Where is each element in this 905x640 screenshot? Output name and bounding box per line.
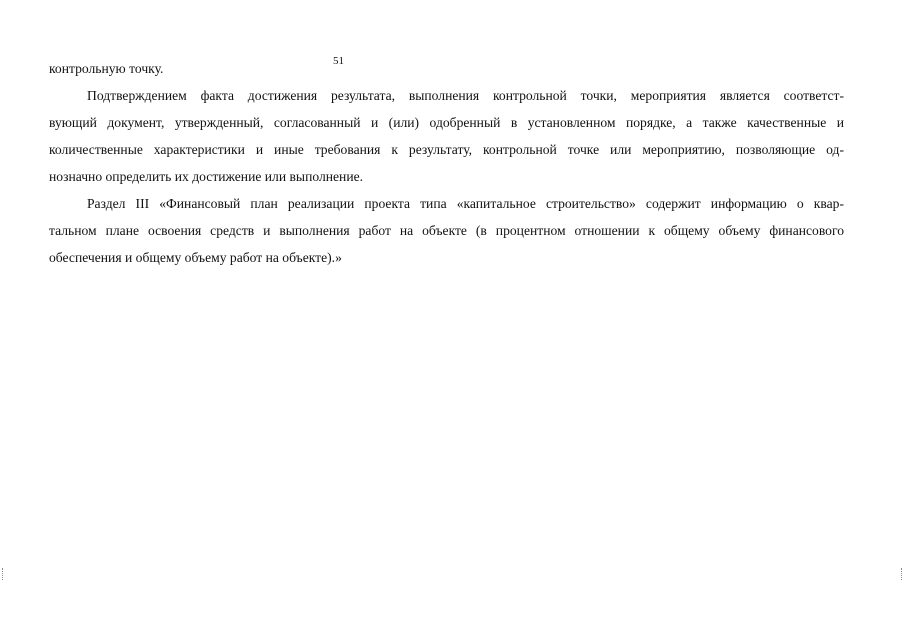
text-line: количественные характеристики и иные требования к результату, контрольной точке или мероприятию, позволяющие од- [49,142,844,157]
text-line: контрольную точку. [49,61,164,76]
page-number: 51 [333,55,344,67]
text-line: нозначно определить их достижение или выполнение. [49,169,364,184]
text-line: вующий документ, утвержденный, согласованный и (или) одобренный в установленном порядке, а также качественные и [49,115,844,130]
text-line: тальном плане освоения средств и выполнения работ на объекте (в процентном отношении к общему объему финансового [49,223,844,238]
text-line: Раздел III «Финансовый план реализации проекта типа «капитальное строительство» содержит информацию о квар- [87,196,844,211]
text-line: обеспечения и общему объему работ на объекте).» [49,250,342,265]
right-edge-mark [901,568,903,580]
left-edge-mark [2,568,4,580]
text-line: Подтверждением факта достижения результата, выполнения контрольной точки, мероприятия является соответст- [87,88,844,103]
